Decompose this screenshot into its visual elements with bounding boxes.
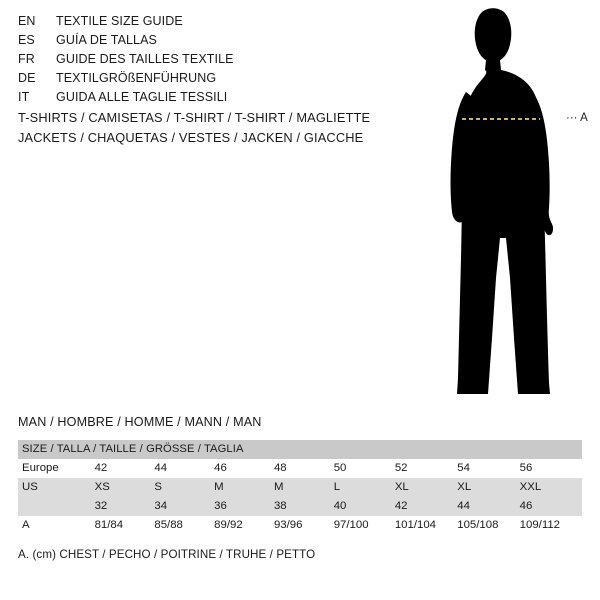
measure-dots: ··· — [566, 112, 578, 124]
cell-us-2: S — [154, 478, 214, 497]
row-label-us: US — [18, 478, 95, 497]
measure-label-a — [566, 112, 588, 124]
cell-a-3: 89/92 — [214, 516, 274, 535]
row-label-a: A — [18, 516, 95, 535]
cell-europe-1: 42 — [95, 459, 155, 478]
language-row — [18, 52, 378, 71]
cell-europe-2: 44 — [154, 459, 214, 478]
language-row — [18, 14, 378, 33]
cell-europe-4: 48 — [274, 459, 334, 478]
language-text: GUÍA DE TALLAS — [56, 33, 157, 47]
cell-a-8: 109/112 — [520, 516, 582, 535]
cell-usnum-3: 36 — [214, 497, 274, 516]
language-text: TEXTILE SIZE GUIDE — [56, 14, 183, 28]
category-list — [18, 110, 438, 150]
measure-letter: A — [580, 112, 588, 124]
cell-us-3: M — [214, 478, 274, 497]
cell-usnum-8: 46 — [520, 497, 582, 516]
language-row — [18, 71, 378, 90]
language-code: IT — [18, 90, 30, 104]
body-figure — [400, 8, 600, 408]
language-code: ES — [18, 33, 35, 47]
cell-us-4: M — [274, 478, 334, 497]
cell-a-1: 81/84 — [95, 516, 155, 535]
row-label-us-numeric — [18, 497, 95, 516]
cell-us-6: XL — [395, 478, 457, 497]
cell-us-5: L — [334, 478, 395, 497]
category-line-tshirts: T-SHIRTS / CAMISETAS / T-SHIRT / T-SHIRT / MAGLIETTE — [18, 110, 371, 125]
language-text: TEXTILGRÖßENFÜHRUNG — [56, 71, 217, 85]
cell-a-7: 105/108 — [457, 516, 519, 535]
size-table — [18, 440, 582, 535]
cell-a-4: 93/96 — [274, 516, 334, 535]
cell-a-6: 101/104 — [395, 516, 457, 535]
language-code: DE — [18, 71, 36, 85]
table-header-row — [18, 440, 582, 459]
cell-europe-6: 52 — [395, 459, 457, 478]
row-label-europe: Europe — [18, 459, 95, 478]
cell-europe-7: 54 — [457, 459, 519, 478]
cell-us-7: XL — [457, 478, 519, 497]
cell-europe-5: 50 — [334, 459, 395, 478]
cell-europe-3: 46 — [214, 459, 274, 478]
table-title: MAN / HOMBRE / HOMME / MANN / MAN — [18, 415, 262, 429]
cell-usnum-6: 42 — [395, 497, 457, 516]
cell-usnum-1: 32 — [95, 497, 155, 516]
cell-a-5: 97/100 — [334, 516, 395, 535]
table-row — [18, 516, 582, 535]
language-code: FR — [18, 52, 35, 66]
language-list — [18, 14, 378, 109]
language-text: GUIDE DES TAILLES TEXTILE — [56, 52, 234, 66]
cell-us-1: XS — [95, 478, 155, 497]
language-row — [18, 33, 378, 52]
cell-a-2: 85/88 — [154, 516, 214, 535]
cell-usnum-7: 44 — [457, 497, 519, 516]
language-code: EN — [18, 14, 36, 28]
table-row — [18, 478, 582, 497]
cell-usnum-4: 38 — [274, 497, 334, 516]
male-silhouette-icon — [400, 8, 600, 408]
cell-europe-8: 56 — [520, 459, 582, 478]
cell-usnum-2: 34 — [154, 497, 214, 516]
table-row — [18, 459, 582, 478]
language-row — [18, 90, 378, 109]
table-header-label: SIZE / TALLA / TAILLE / GRÖSSE / TAGLIA — [18, 440, 582, 459]
cell-us-8: XXL — [520, 478, 582, 497]
category-line-jackets: JACKETS / CHAQUETAS / VESTES / JACKEN / GIACCHE — [18, 130, 364, 145]
footnote: A. (cm) CHEST / PECHO / POITRINE / TRUHE / PETTO — [18, 548, 316, 561]
cell-usnum-5: 40 — [334, 497, 395, 516]
language-text: GUIDA ALLE TAGLIE TESSILI — [56, 90, 228, 104]
table-row — [18, 497, 582, 516]
